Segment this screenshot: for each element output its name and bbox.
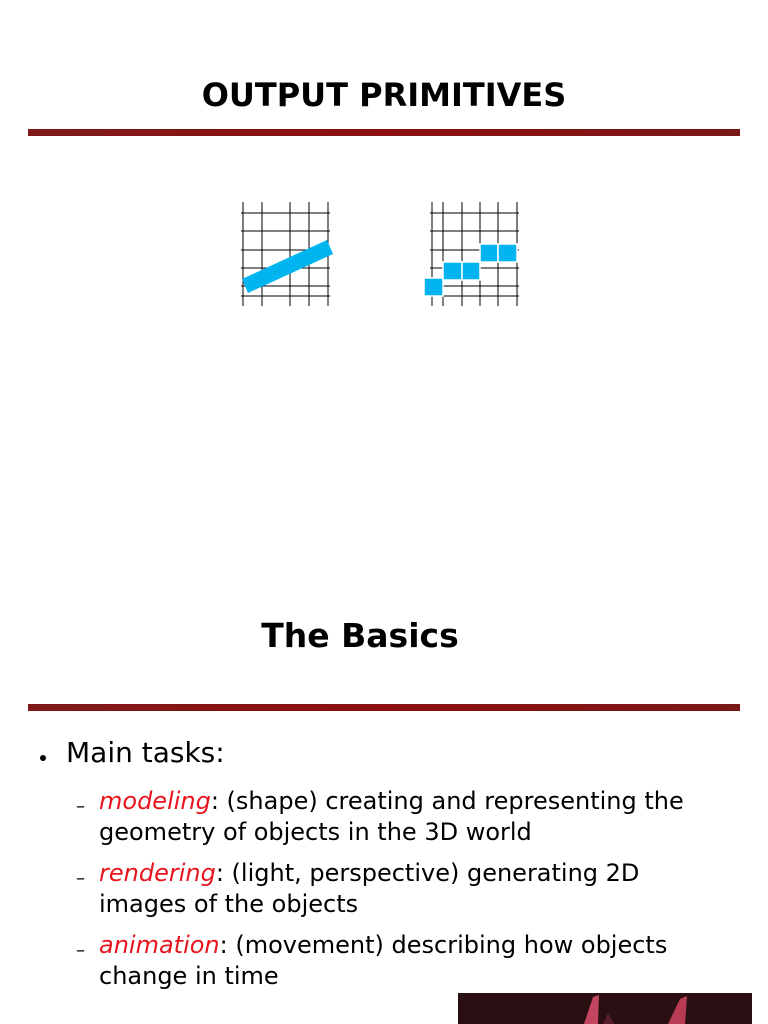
raster-pixels-figure [422, 198, 522, 308]
item-text: : (shape) creating and representing the geometry of objects in the 3D world [99, 787, 684, 846]
list-item [99, 858, 699, 920]
term-animation: animation [99, 931, 220, 959]
main-point: Main tasks: [66, 736, 225, 769]
list-item [99, 930, 699, 992]
bullet-icon [40, 755, 46, 761]
section-divider [28, 704, 740, 711]
item-text: : (light, perspective) generating 2D images of the objects [99, 859, 640, 918]
dash-icon: – [76, 796, 85, 817]
slide-title: OUTPUT PRIMITIVES [201, 76, 567, 114]
corner-image [458, 993, 752, 1024]
list-item [99, 786, 699, 848]
dash-icon: – [76, 868, 85, 889]
dash-icon: – [76, 940, 85, 961]
title-divider [28, 129, 740, 136]
line-on-grid-figure [238, 198, 334, 308]
section-title: The Basics [261, 616, 459, 655]
term-rendering: rendering [99, 859, 216, 887]
term-modeling: modeling [99, 787, 211, 815]
item-text: : (movement) describing how objects change in time [99, 931, 668, 990]
